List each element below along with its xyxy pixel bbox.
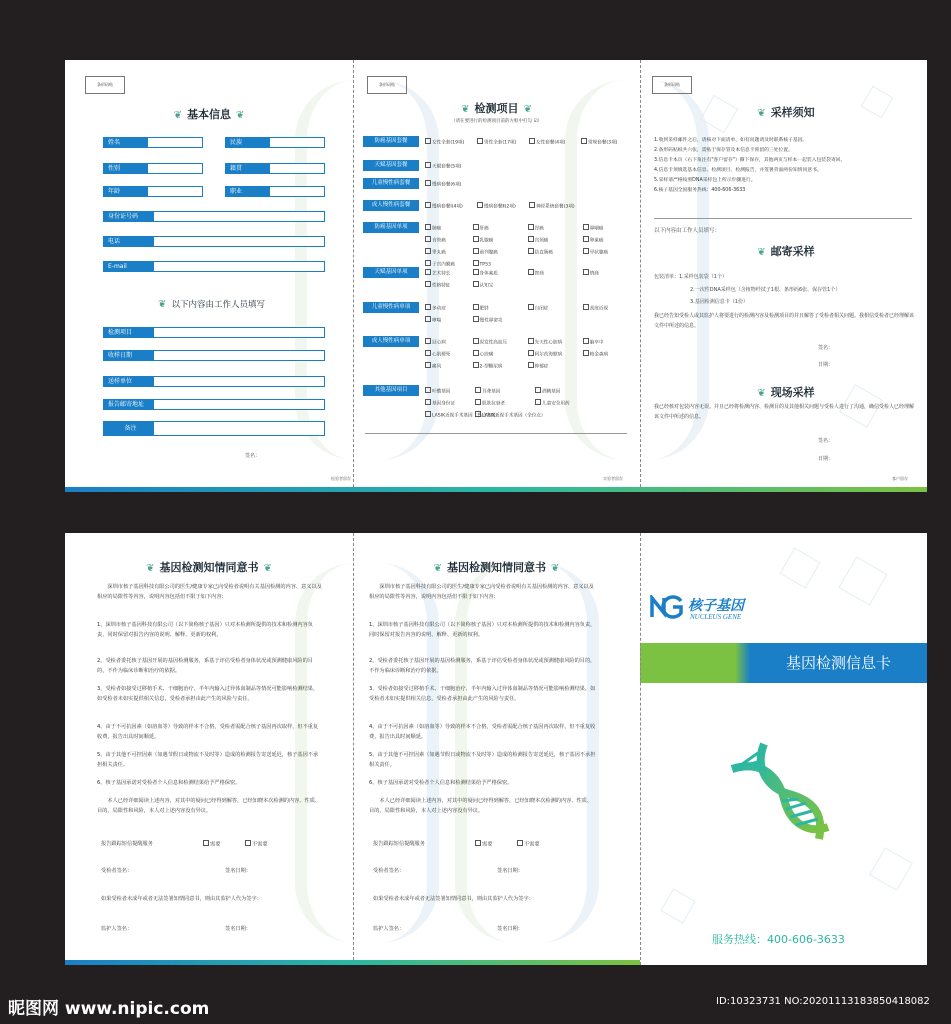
form-field[interactable]: 姓名 bbox=[103, 137, 203, 148]
ethnicity-input[interactable] bbox=[269, 137, 325, 148]
barcode-label-box: 条形码贴 bbox=[652, 76, 692, 94]
consent-item: 1、深圳市核子基因科技有限公司（以下简称核子基因）只对本检测所提供的技术和检测内容负责，同时保留对报告内容的说明、解释、更新的权利。 bbox=[97, 622, 313, 638]
form-field[interactable]: 性别 bbox=[103, 163, 203, 174]
consent-item: 2、受检者委托核子基因开展的基因检测服务，系基于评估受检者身体状况或预测健康风险的目的，不作为临床诊断和治疗的依据。 bbox=[97, 658, 313, 674]
test-option-checkbox[interactable]: 慢病套餐Ⅱ(2项) bbox=[477, 202, 516, 210]
package-list-item: 包装清单：1.采样包装袋（1个） bbox=[654, 274, 727, 280]
email-input[interactable] bbox=[153, 261, 325, 272]
test-option-checkbox[interactable]: LASIK近视手术基因（全位点） bbox=[475, 411, 546, 419]
receive-date-input[interactable] bbox=[153, 350, 325, 361]
need-checkbox[interactable]: 需要 bbox=[475, 840, 492, 850]
consent-item: 3、受检者如接受过移植手术、干细胞治疗、半年内输入过异体血制品等情况可能影响检测结果，如受检者未如实提供相关信息，受检者承担由此产生的风险与责任。 bbox=[97, 686, 319, 702]
divider bbox=[654, 218, 912, 219]
test-option-checkbox[interactable]: 前列腺癌 bbox=[473, 248, 498, 256]
brand-color-bar bbox=[65, 487, 927, 492]
image-id-watermark: ID:10323731 NO:20201113183850418082 bbox=[716, 996, 930, 1007]
test-option-checkbox[interactable]: 帕金森病 bbox=[583, 350, 608, 358]
test-option-checkbox[interactable]: 胃癌 bbox=[528, 224, 544, 232]
consent-intro: 深圳市核子基因科技有限公司的医生/健康专家已向受检者说明有关基因检测的内容、意义以及相应的局限性等内容，说明内容包括但不限于如下内容： bbox=[97, 584, 322, 600]
consent-form-2 bbox=[353, 533, 640, 965]
date-label: 日期： bbox=[818, 362, 834, 368]
test-option-checkbox[interactable]: 基因身份证 bbox=[425, 399, 455, 407]
consent-item: 1、深圳市核子基因科技有限公司（以下简称核子基因）只对本检测所提供的技术和检测内容负责，同时保留对报告内容的说明、解释、更新的权利。 bbox=[369, 622, 596, 638]
test-option-checkbox[interactable]: TP53 bbox=[473, 260, 491, 268]
remark-input[interactable] bbox=[153, 421, 325, 436]
test-option-checkbox[interactable]: 性格特征 bbox=[425, 281, 450, 289]
service-hotline: 服务热线：400-606-3633 bbox=[712, 933, 845, 946]
test-option-checkbox[interactable]: 慢性鼻窦炎 bbox=[473, 316, 503, 324]
test-option-checkbox[interactable]: 慢病套餐(6项) bbox=[425, 180, 461, 188]
test-option-checkbox[interactable]: 智商 bbox=[528, 269, 544, 277]
ornament-icon: ❦ bbox=[461, 104, 470, 115]
test-option-checkbox[interactable]: 原发性高血压 bbox=[473, 338, 508, 346]
consent-title: ❦ 基因检测知情同意书 ❦ bbox=[433, 561, 560, 574]
ornament-icon: ❦ bbox=[551, 563, 560, 574]
test-category-label: 防癌基因套餐 bbox=[363, 136, 419, 147]
test-option-checkbox[interactable]: 睾丸癌 bbox=[425, 248, 446, 256]
consent-item: 6、核子基因承诺对受检者个人信息和检测结果给予严格保密。 bbox=[97, 780, 241, 786]
test-option-checkbox[interactable]: 结直肠癌 bbox=[528, 248, 553, 256]
test-option-checkbox[interactable]: 女性全套(19项) bbox=[425, 138, 464, 146]
sign-date-label: 签名日期： bbox=[497, 926, 523, 932]
consent-item: 6、核子基因承诺对受检者个人信息和检测结果给予严格保密。 bbox=[369, 780, 513, 786]
ornament-icon: ❦ bbox=[263, 563, 272, 574]
test-option-checkbox[interactable]: 儿童安全用药 bbox=[535, 399, 570, 407]
test-option-checkbox[interactable]: 情商 bbox=[583, 269, 599, 277]
report-service-label: 报告跟踪短信提醒服务 bbox=[101, 841, 153, 847]
test-option-checkbox[interactable]: 肺癌 bbox=[425, 224, 441, 232]
hometown-input[interactable] bbox=[269, 163, 325, 174]
barcode-label-box: 条形码贴 bbox=[367, 76, 407, 94]
form-field[interactable]: 身份证号码 bbox=[103, 211, 325, 222]
ornament-icon: ❦ bbox=[523, 104, 532, 115]
brand-name-en: NUCLEUS GENE bbox=[690, 613, 742, 621]
test-option-checkbox[interactable]: 鼻咽癌 bbox=[583, 224, 604, 232]
test-option-checkbox[interactable]: 多动症 bbox=[425, 304, 446, 312]
test-option-checkbox[interactable]: 哮喘 bbox=[425, 316, 441, 324]
guardian-sign-label: 监护人签名： bbox=[373, 926, 405, 932]
need-checkbox[interactable]: 需要 bbox=[203, 840, 220, 850]
package-list-item: 3.基因检测信息卡（1份） bbox=[690, 299, 748, 305]
consent-closing: 本人已经详细阅读上述内容，对其中的疑问已经得到解答，已经知晓本次检测的内容、性质、目的、局限性和风险，本人对上述内容没有异议。 bbox=[369, 798, 593, 814]
site-watermark: 昵图网 www.nipic.com bbox=[8, 999, 210, 1019]
form-field[interactable]: E-mail bbox=[103, 261, 325, 272]
test-option-checkbox[interactable]: 食管癌 bbox=[425, 236, 446, 244]
form-field[interactable]: 备注 bbox=[103, 421, 325, 436]
consent-form-1 bbox=[65, 533, 353, 965]
form-field[interactable]: 报告邮寄地址 bbox=[103, 399, 325, 410]
test-option-checkbox[interactable]: 卵巢癌 bbox=[583, 236, 604, 244]
test-category-label: 天赋基因单项 bbox=[363, 267, 419, 278]
sampling-note-item: 6.核子基因全国服务热线：400-606-3633 bbox=[654, 188, 746, 193]
test-option-checkbox[interactable]: 脑卒中 bbox=[583, 338, 604, 346]
sign-label: 签名： bbox=[818, 438, 834, 444]
form-field[interactable]: 民族 bbox=[225, 137, 325, 148]
cover-panel bbox=[640, 533, 927, 965]
report-address-input[interactable] bbox=[153, 399, 325, 410]
test-option-checkbox[interactable]: 认知宝 bbox=[473, 281, 494, 289]
test-items-subtitle: （请在要进行的检测项目前的方框中打勾 ☑） bbox=[451, 119, 542, 124]
form-field[interactable]: 送样单位 bbox=[103, 376, 325, 387]
test-category-label: 防癌基因单项 bbox=[363, 222, 419, 233]
test-option-checkbox[interactable]: 先天性心脏病 bbox=[528, 338, 563, 346]
dna-helix-icon bbox=[724, 739, 834, 853]
fold-line bbox=[353, 533, 354, 965]
test-option-checkbox[interactable]: 宫颈癌 bbox=[528, 236, 549, 244]
test-category-label: 成人慢性病套餐 bbox=[363, 200, 419, 211]
sign-date-label: 签名日期： bbox=[497, 868, 523, 874]
consent-item: 2、受检者委托核子基因开展的基因检测服务，系基于评估受检者身体状况或预测健康风险的目的，不作为临床诊断和治疗的依据。 bbox=[369, 658, 596, 674]
test-option-checkbox[interactable]: 神经系统套餐(3项) bbox=[529, 202, 575, 210]
consent-closing: 本人已经详细阅读上述内容，对其中的疑问已经得到解答，已经知晓本次检测的内容、性质、目的、局限性和风险，本人对上述内容没有异议。 bbox=[97, 798, 321, 814]
test-option-checkbox[interactable]: 常规套餐(3项) bbox=[581, 138, 617, 146]
test-option-checkbox[interactable]: 身体素质 bbox=[473, 269, 498, 277]
form-field[interactable]: 籍贯 bbox=[225, 163, 325, 174]
sampling-note-item: 1.收到采样邮件之后，请核对下面清单，如有问题请及时联系核子基因。 bbox=[654, 138, 808, 143]
report-service-label: 报告跟踪短信提醒服务 bbox=[373, 841, 425, 847]
test-category-label: 成人慢性病单项 bbox=[363, 336, 419, 347]
consent-item: 5、由于其他不可控因素（如遇节假日或物流不及时等）造成的检测报告寄送延迟，核子基因不承担相关责任。 bbox=[369, 752, 596, 768]
sampling-notes bbox=[654, 136, 916, 196]
test-option-checkbox[interactable]: 甲状腺癌 bbox=[583, 248, 608, 256]
sign-label: 签名： bbox=[245, 453, 261, 459]
form-field[interactable]: 年龄 bbox=[103, 186, 203, 197]
minor-note: 如果受检者未成年或者无法签署知情同意书，则由其监护人代为签字： bbox=[373, 896, 534, 902]
consent-item: 4、由于不可抗因素（如溶血等）导致的样本不合格，受检者需配合核子基因再次取样，但不重复收费，报告出具时间顺延。 bbox=[369, 724, 596, 740]
test-option-checkbox[interactable]: 女性套餐(4项) bbox=[529, 138, 565, 146]
test-option-checkbox[interactable]: 冠心病 bbox=[425, 338, 446, 346]
test-option-checkbox[interactable]: 耳聋基因 bbox=[475, 387, 500, 395]
test-option-checkbox[interactable]: 痛风 bbox=[425, 362, 441, 370]
gender-input[interactable] bbox=[147, 163, 203, 174]
ornament-icon: ❦ bbox=[433, 563, 442, 574]
footer-note: 客户留存 bbox=[892, 476, 908, 481]
fold-line bbox=[640, 60, 641, 492]
test-option-checkbox[interactable]: LASIK近视手术基因（热点突变） bbox=[425, 411, 500, 419]
test-item-input[interactable] bbox=[153, 327, 325, 338]
title-banner bbox=[640, 643, 927, 683]
ornament-icon: ❦ bbox=[173, 110, 182, 121]
test-items-title: ❦ 检测项目 ❦ bbox=[461, 102, 532, 115]
test-option-checkbox[interactable]: 抑郁症 bbox=[528, 362, 549, 370]
test-option-checkbox[interactable]: 心绞痛 bbox=[473, 350, 494, 358]
ng-logo-icon bbox=[650, 595, 684, 619]
ornament-icon: ❦ bbox=[757, 388, 766, 399]
form-field[interactable]: 电话 bbox=[103, 236, 325, 247]
examinee-sign-label: 受检者签名： bbox=[373, 868, 405, 874]
test-option-checkbox[interactable]: 艺术特长 bbox=[425, 269, 450, 277]
mail-sampling-title: ❦ 邮寄采样 bbox=[757, 245, 815, 258]
consent-item: 3、受检者如接受过移植手术、干细胞治疗、半年内输入过异体血制品等情况可能影响检测结果，如受检者未如实提供相关信息，受检者承担由此产生的风险与责任。 bbox=[369, 686, 596, 702]
sampling-notice-title: ❦ 采样须知 bbox=[757, 106, 815, 119]
brand-color-bar bbox=[65, 960, 640, 965]
package-list-item: 2.一次性DNA采样包（含植物纤拭子1根、条形码6张、保存管1个） bbox=[690, 287, 841, 293]
mail-sampling-text: 我已经告知受检人或其监护人将要进行的检测内容及检测项目的并且解答了受检者相关问题。我相信受检者已经理解该文件中所述的信息。 bbox=[654, 313, 915, 329]
staff-fill-line: 以下内容由工作人员填写： bbox=[654, 228, 721, 234]
sign-label: 签名： bbox=[818, 345, 834, 351]
form-field[interactable]: 收样日期 bbox=[103, 350, 325, 361]
test-option-checkbox[interactable]: 心肌梗死 bbox=[425, 350, 450, 358]
ornament-icon: ❦ bbox=[146, 563, 155, 574]
name-input[interactable] bbox=[147, 137, 203, 148]
ornament-icon: ❦ bbox=[757, 108, 766, 119]
test-option-checkbox[interactable]: 高度近视 bbox=[583, 304, 608, 312]
no-need-checkbox[interactable]: 不需要 bbox=[517, 840, 540, 850]
sampling-note-item: 4.信息卡须填选基本信息、检测项目、检测报告，并签署背面两份知情同意书。 bbox=[654, 168, 822, 173]
consent-item: 4、由于不可抗因素（如溶血等）导致的样本不合格，受检者需配合核子基因再次取样，但不重复收费，报告出具时间顺延。 bbox=[97, 724, 319, 740]
minor-note: 如果受检者未成年或者无法签署知情同意书，则由其监护人代为签字： bbox=[101, 896, 262, 902]
test-option-checkbox[interactable]: 子宫内膜癌 bbox=[425, 260, 455, 268]
ornament-icon: ❦ bbox=[158, 299, 167, 310]
test-option-checkbox[interactable]: 阿尔茨海默病 bbox=[528, 350, 563, 358]
footer-note: 检验者留存 bbox=[331, 476, 351, 481]
guardian-sign-label: 监护人签名： bbox=[101, 926, 133, 932]
sampling-note-item: 5.采样请严格按照DNA采样包上所示步骤进行。 bbox=[654, 178, 756, 183]
date-label: 日期： bbox=[818, 456, 834, 462]
fold-line bbox=[353, 60, 354, 492]
test-category-label: 儿童慢性病单项 bbox=[363, 302, 419, 313]
footer-note: 实验者留存 bbox=[603, 476, 623, 481]
ornament-icon: ❦ bbox=[236, 110, 245, 121]
basic-info-title: ❦ 基本信息 ❦ bbox=[173, 108, 245, 121]
test-items-panel bbox=[353, 60, 640, 492]
consent-intro: 深圳市核子基因科技有限公司的医生/健康专家已向受检者说明有关基因检测的内容、意义以及相应的局限性等内容，说明内容包括但不限于如下内容： bbox=[369, 584, 594, 600]
sampling-note-item: 3.信息卡本页（右下角注有"客户留存"）撕下保存，其他两页与样本一起装入包装袋寄回。 bbox=[654, 158, 846, 163]
id-number-input[interactable] bbox=[153, 211, 325, 222]
onsite-sampling-text: 我已经核对包装内容无误。并且已经将检测内容、检测目的及其他相关问题与受检人进行了沟通，确信受检人已经理解该文件中所述的信息。 bbox=[654, 404, 915, 420]
test-category-label: 其他基因项目 bbox=[363, 385, 419, 396]
consent-item: 5、由于其他不可控因素（如遇节假日或物流不及时等）造成的检测报告寄送延迟，核子基因不承担相关责任。 bbox=[97, 752, 319, 768]
form-field[interactable]: 检测项目 bbox=[103, 327, 325, 338]
test-category-label: 儿童慢性病套餐 bbox=[363, 178, 419, 189]
sender-unit-input[interactable] bbox=[153, 376, 325, 387]
examinee-sign-label: 受检者签名： bbox=[101, 868, 133, 874]
info-sheet-back bbox=[65, 533, 927, 965]
divider bbox=[365, 433, 627, 434]
test-option-checkbox[interactable]: 肥胖 bbox=[473, 304, 489, 312]
sampling-notice-panel bbox=[640, 60, 927, 492]
fold-line bbox=[640, 533, 641, 965]
phone-input[interactable] bbox=[153, 236, 325, 247]
no-need-checkbox[interactable]: 不需要 bbox=[245, 840, 268, 850]
sign-date-label: 签名日期： bbox=[225, 926, 251, 932]
test-category-label: 天赋基因套餐 bbox=[363, 160, 419, 171]
test-option-checkbox[interactable]: 天赋套餐(5项) bbox=[425, 162, 461, 170]
occupation-input[interactable] bbox=[269, 186, 325, 197]
age-input[interactable] bbox=[147, 186, 203, 197]
sampling-note-item: 2.条形码贴纸共六张，需贴于保存管及本信息卡预留的三处位置。 bbox=[654, 148, 793, 153]
barcode-label-box: 条形码贴 bbox=[85, 76, 125, 94]
form-field[interactable]: 职业 bbox=[225, 186, 325, 197]
test-option-checkbox[interactable]: 肝癌 bbox=[473, 224, 489, 232]
ornament-icon: ❦ bbox=[757, 247, 766, 258]
test-option-checkbox[interactable]: 乳腺癌 bbox=[473, 236, 494, 244]
test-option-checkbox[interactable]: 2-型糖尿病 bbox=[473, 362, 503, 370]
basic-info-panel bbox=[65, 60, 353, 492]
onsite-sampling-title: ❦ 现场采样 bbox=[757, 386, 815, 399]
test-option-checkbox[interactable]: 自闭症 bbox=[528, 304, 549, 312]
staff-section-title: ❦ 以下内容由工作人员填写 bbox=[158, 299, 265, 310]
card-title: 基因检测信息卡 bbox=[785, 654, 891, 672]
test-option-checkbox[interactable]: 男性全套(17项) bbox=[477, 138, 516, 146]
test-option-checkbox[interactable]: 酒精基因 bbox=[535, 387, 560, 395]
test-option-checkbox[interactable]: 叶酸基因 bbox=[425, 387, 450, 395]
test-option-checkbox[interactable]: 慢病套餐Ⅰ(4项) bbox=[425, 202, 463, 210]
test-option-checkbox[interactable]: 肌肤抗衰老 bbox=[475, 399, 505, 407]
info-sheet-front bbox=[65, 60, 927, 492]
consent-title: ❦ 基因检测知情同意书 ❦ bbox=[146, 561, 272, 574]
brand-name-cn: 核子基因 bbox=[688, 598, 744, 614]
sign-date-label: 签名日期： bbox=[225, 868, 251, 874]
